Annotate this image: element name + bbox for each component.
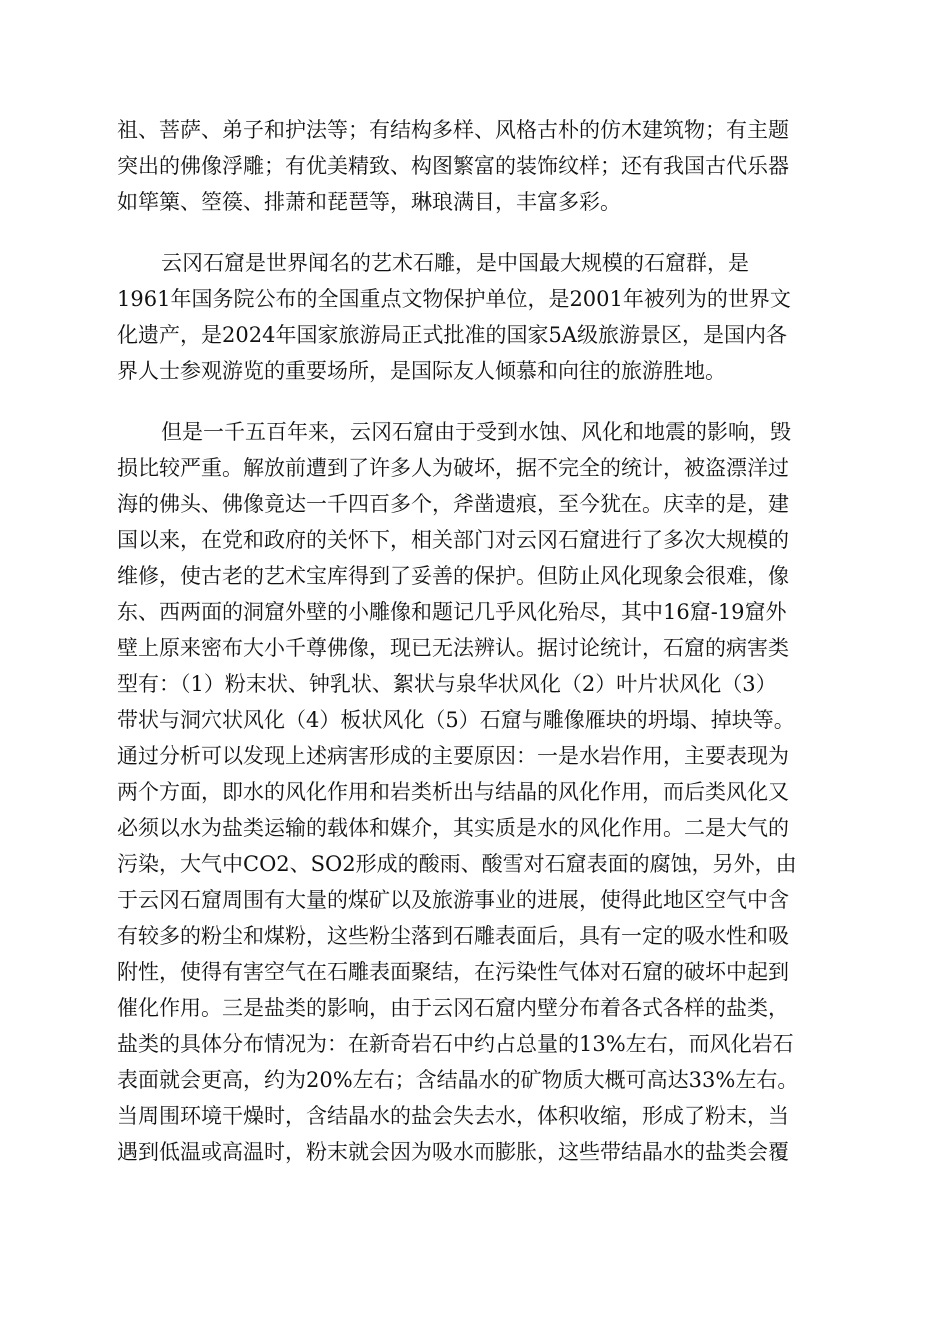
text-line: 云冈石窟是世界闻名的艺术石雕，是中国最大规模的石窟群，是 (161, 251, 749, 275)
text-line: 有较多的粉尘和煤粉，这些粉尘落到石雕表面后，具有一定的吸水性和吸 (117, 924, 789, 948)
text-line: 祖、菩萨、弟子和护法等；有结构多样、风格古朴的仿木建筑物；有主题 (117, 118, 789, 142)
text-line: 突出的佛像浮雕；有优美精致、构图繁富的装饰纹样；还有我国古代乐器 (117, 154, 789, 178)
paragraph-3 (117, 414, 837, 1170)
text-line: 界人士参观游览的重要场所，是国际友人倾慕和向往的旅游胜地。 (117, 359, 726, 383)
text-line: 污染，大气中CO2、SO2形成的酸雨、酸雪对石窟表面的腐蚀，另外，由 (117, 852, 797, 876)
text-line: 通过分析可以发现上述病害形成的主要原因：一是水岩作用，主要表现为 (117, 744, 789, 768)
text-line: 维修，使古老的艺术宝库得到了妥善的保护。但防止风化现象会很难，像 (117, 564, 789, 588)
text-line: 表面就会更高，约为20%左右；含结晶水的矿物质大概可高达33%左右。 (117, 1068, 799, 1092)
text-line: 壁上原来密布大小千尊佛像，现已无法辨认。据讨论统计，石窟的病害类 (117, 636, 789, 660)
text-line: 附性，使得有害空气在石雕表面聚结，在污染性气体对石窟的破坏中起到 (117, 960, 789, 984)
text-line: 型有：（1）粉末状、钟乳状、絮状与泉华状风化（2）叶片状风化（3） (117, 672, 777, 696)
text-line: 如筚篥、箜篌、排萧和琵琶等，琳琅满目，丰富多彩。 (117, 190, 621, 214)
text-line: 盐类的具体分布情况为：在新奇岩石中约占总量的13%左右，而风化岩石 (117, 1032, 794, 1056)
text-line: 化遗产，是2024年国家旅游局正式批准的国家5A级旅游景区，是国内各 (117, 323, 787, 347)
text-line: 当周围环境干燥时，含结晶水的盐会失去水，体积收缩，形成了粉末，当 (117, 1104, 789, 1128)
text-line: 1961年国务院公布的全国重点文物保护单位，是2001年被列为的世界文 (117, 287, 791, 311)
text-line: 国以来，在党和政府的关怀下，相关部门对云冈石窟进行了多次大规模的 (117, 528, 789, 552)
paragraph-spacer (117, 220, 837, 245)
paragraph-1 (117, 112, 837, 220)
text-line: 带状与洞穴状风化（4）板状风化（5）石窟与雕像雁块的坍塌、掉块等。 (117, 708, 795, 732)
text-line: 遇到低温或高温时，粉末就会因为吸水而膨胀，这些带结晶水的盐类会覆 (117, 1140, 789, 1164)
text-line: 东、西两面的洞窟外壁的小雕像和题记几乎风化殆尽，其中16窟-19窟外 (117, 600, 787, 624)
paragraph-spacer (117, 389, 837, 414)
text-line: 催化作用。三是盐类的影响，由于云冈石窟内壁分布着各式各样的盐类， (117, 996, 789, 1020)
text-line: 损比较严重。解放前遭到了许多人为破坏，据不完全的统计，被盗漂洋过 (117, 456, 789, 480)
paragraph-2 (117, 245, 837, 389)
text-line: 海的佛头、佛像竟达一千四百多个，斧凿遗痕，至今犹在。庆幸的是，建 (117, 492, 789, 516)
document-body (117, 112, 837, 1170)
text-line: 但是一千五百年来，云冈石窟由于受到水蚀、风化和地震的影响，毁 (161, 420, 791, 444)
text-line: 两个方面，即水的风化作用和岩类析出与结晶的风化作用，而后类风化又 (117, 780, 789, 804)
text-line: 必须以水为盐类运输的载体和媒介，其实质是水的风化作用。二是大气的 (117, 816, 789, 840)
text-line: 于云冈石窟周围有大量的煤矿以及旅游事业的进展，使得此地区空气中含 (117, 888, 789, 912)
